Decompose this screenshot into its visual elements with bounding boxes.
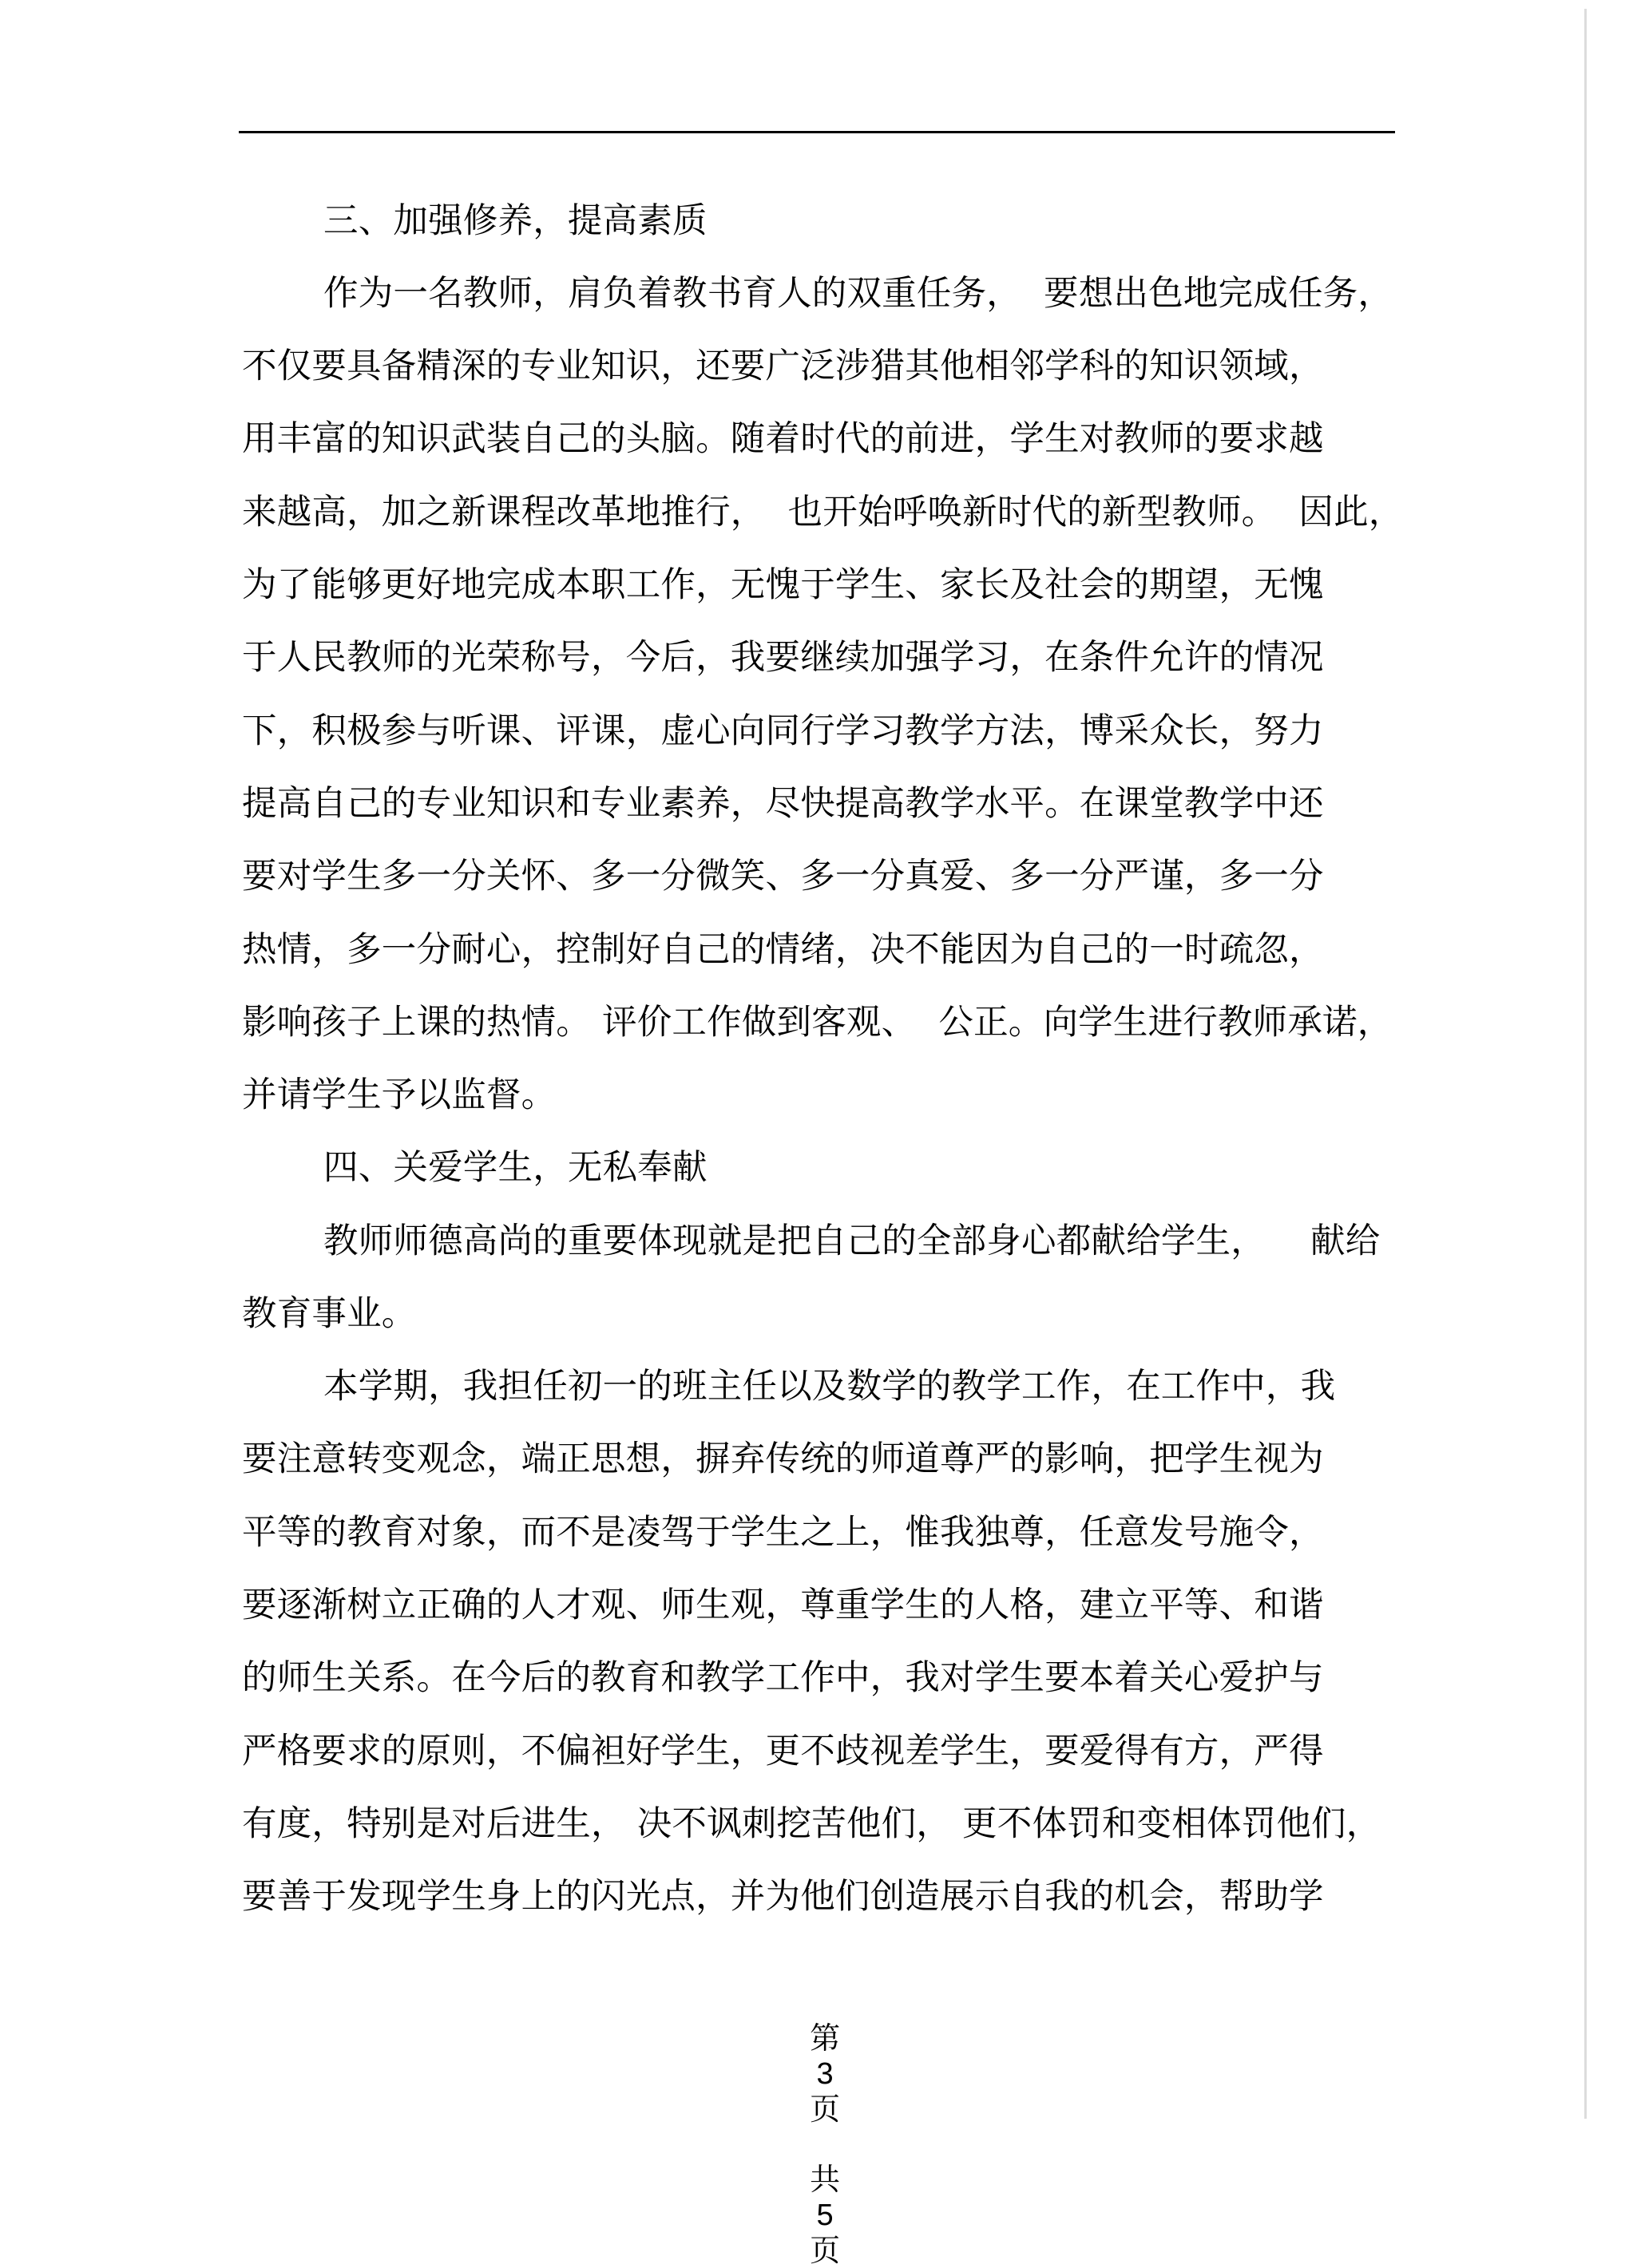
paragraph-line: 的师生关系。在今后的教育和教学工作中，我对学生要本着关心爱护与 xyxy=(242,1658,1324,1698)
paragraph-line: 于人民教师的光荣称号，今后，我要继续加强学习，在条件允许的情况 xyxy=(242,638,1324,678)
paragraph-line: 为了能够更好地完成本职工作，无愧于学生、家长及社会的期望，无愧 xyxy=(242,565,1324,605)
paragraph-line: 影响孩子上课的热情。 评价工作做到客观、 公正。向学生进行教师承诺， xyxy=(242,1003,1393,1043)
paragraph-line: 有度，特别是对后进生， 决不讽刺挖苦他们， 更不体罚和变相体罚他们， xyxy=(242,1804,1381,1844)
section-heading: 四、关爱学生，无私奉献 xyxy=(323,1148,708,1188)
footer-page-word-2: 页 xyxy=(810,2233,841,2268)
paragraph-line: 作为一名教师，肩负着教书育人的双重任务， 要想出色地完成任务， xyxy=(323,274,1393,314)
paragraph-line: 用丰富的知识武装自己的头脑。随着时代的前进，学生对教师的要求越 xyxy=(242,419,1324,459)
paragraph-line: 提高自己的专业知识和专业素养，尽快提高教学水平。在课堂教学中还 xyxy=(242,784,1324,824)
footer-prefix: 第 xyxy=(810,2021,841,2056)
footer-total-word: 共 xyxy=(810,2162,841,2197)
paragraph-line: 严格要求的原则，不偏袒好学生，更不歧视差学生，要爱得有方，严得 xyxy=(242,1732,1324,1771)
current-page-number: 3 xyxy=(816,2057,834,2091)
total-pages-number: 5 xyxy=(816,2199,834,2232)
page-number-footer xyxy=(0,1985,1637,2268)
paragraph-line: 平等的教育对象，而不是凌驾于学生之上，惟我独尊，任意发号施令， xyxy=(242,1513,1324,1553)
paragraph-line: 要对学生多一分关怀、多一分微笑、多一分真爱、多一分严谨，多一分 xyxy=(242,857,1324,897)
paragraph-line: 教育事业。 xyxy=(242,1294,417,1334)
paragraph-line: 下，积极参与听课、评课，虚心向同行学习教学方法，博采众长，努力 xyxy=(242,711,1324,751)
paragraph-line: 教师师德高尚的重要体现就是把自己的全部身心都献给学生， 献给 xyxy=(323,1221,1381,1261)
paragraph-line: 热情，多一分耐心，控制好自己的情绪，决不能因为自己的一时疏忽， xyxy=(242,930,1324,970)
section-heading: 三、加强修养，提高素质 xyxy=(323,201,708,241)
paragraph-line: 不仅要具备精深的专业知识，还要广泛涉猎其他相邻学科的知识领域， xyxy=(242,346,1324,386)
footer-page-word: 页 xyxy=(810,2092,841,2127)
paragraph-line: 本学期，我担任初一的班主任以及数学的教学工作，在工作中，我 xyxy=(323,1367,1336,1407)
paragraph-line: 要善于发现学生身上的闪光点，并为他们创造展示自我的机会，帮助学 xyxy=(242,1877,1324,1917)
paragraph-line: 并请学生予以监督。 xyxy=(242,1075,557,1115)
paragraph-line: 要注意转变观念，端正思想，摒弃传统的师道尊严的影响，把学生视为 xyxy=(242,1439,1324,1479)
paragraph-line: 要逐渐树立正确的人才观、师生观，尊重学生的人格，建立平等、和谐 xyxy=(242,1585,1324,1625)
paragraph-line: 来越高，加之新课程改革地推行， 也开始呼唤新时代的新型教师。 因此， xyxy=(242,493,1404,532)
